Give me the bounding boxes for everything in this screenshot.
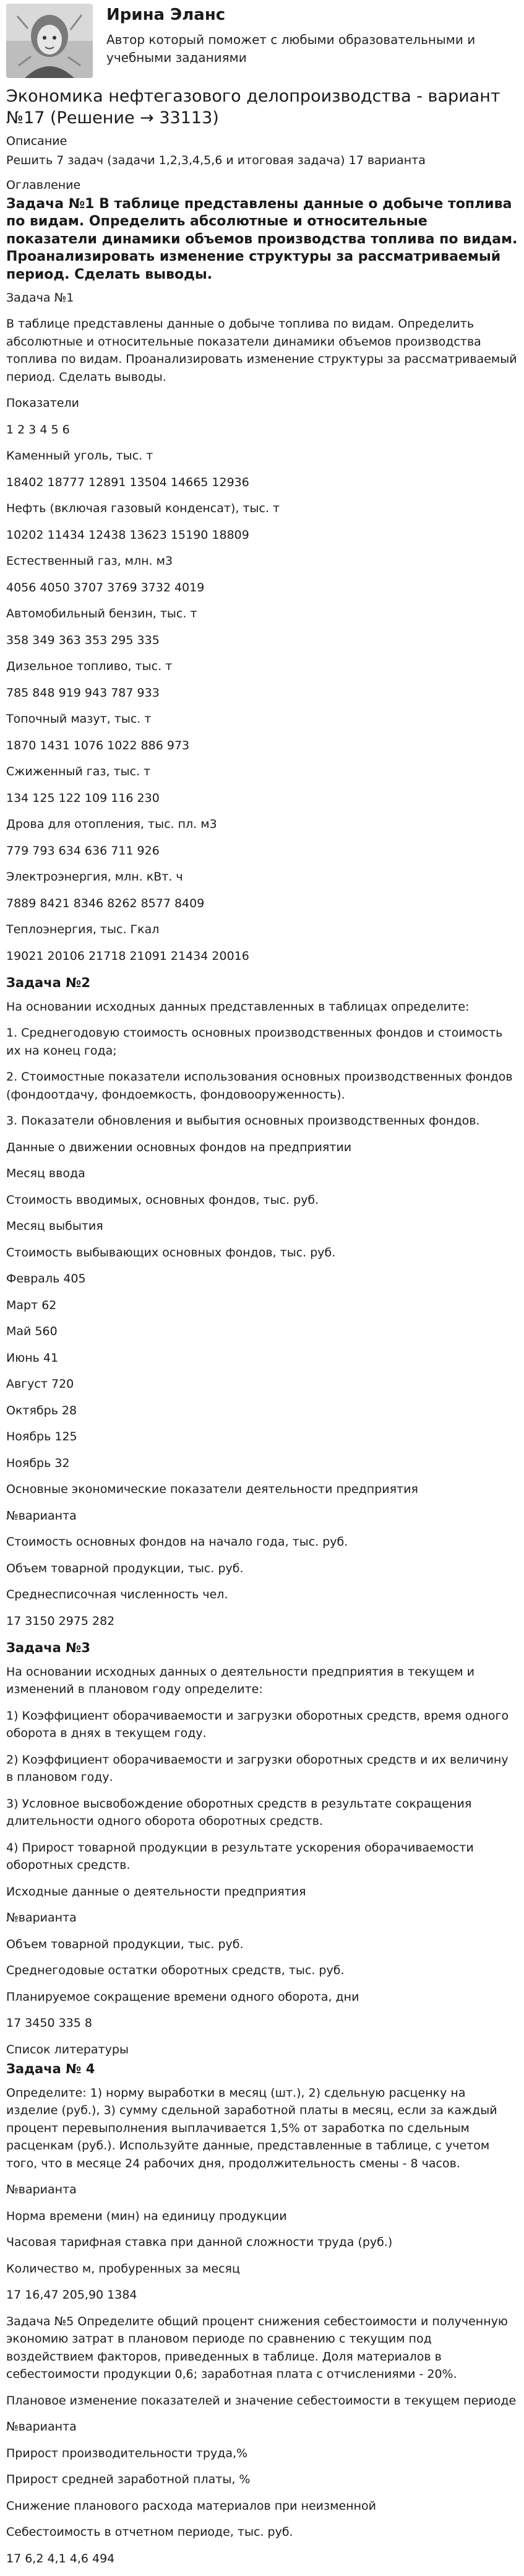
paragraph: Объем товарной продукции, тыс. руб. bbox=[6, 1937, 244, 1951]
paragraph: 358 349 363 353 295 335 bbox=[6, 633, 160, 647]
paragraph: 10202 11434 12438 13623 15190 18809 bbox=[6, 528, 249, 542]
paragraph: №варианта bbox=[6, 2420, 77, 2434]
paragraph: Май 560 bbox=[6, 1325, 58, 1339]
avatar[interactable] bbox=[6, 4, 93, 78]
paragraph: Плановое изменение показателей и значение себестоимости в текущем периоде bbox=[6, 2393, 517, 2408]
author-block bbox=[6, 0, 518, 78]
paragraph: Данные о движении основных фондов на предприятии bbox=[6, 1140, 352, 1154]
paragraph: 779 793 634 636 711 926 bbox=[6, 843, 160, 858]
paragraph: Объем товарной продукции, тыс. руб. bbox=[6, 1561, 244, 1575]
paragraph: В таблице представлены данные о добыче топлива по видам. Определить абсолютные и относительные показатели динамики объемов производства топлива по видам. Проанализировать изменение структуры за рассматриваемый период. Сделать выводы. bbox=[6, 317, 517, 384]
paragraph: Основные экономические показатели деятельности предприятия bbox=[6, 1482, 418, 1497]
paragraph: 19021 20106 21718 21091 21434 20016 bbox=[6, 949, 249, 963]
paragraph: 4056 4050 3707 3769 3732 4019 bbox=[6, 580, 205, 594]
paragraph: На основании исходных данных представленных в таблицах определите: bbox=[6, 999, 470, 1014]
paragraph: Список литературы bbox=[6, 2042, 129, 2056]
paragraph: №варианта bbox=[6, 1911, 77, 1925]
paragraph: 17 3150 2975 282 bbox=[6, 1614, 115, 1628]
paragraph: Март 62 bbox=[6, 1298, 57, 1312]
task1-heading: Задача №1 В таблице представлены данные о добыче топлива по видам. Определить абсолютные и относительные показатели динамики объемов производства топлива по видам. Проанализировать изменение структуры за рассматриваемый период. Сделать выводы. bbox=[6, 196, 518, 283]
task-heading: Задача №2 bbox=[6, 975, 90, 991]
paragraph: 785 848 919 943 787 933 bbox=[6, 685, 160, 700]
paragraph: Сжиженный газ, тыс. т bbox=[6, 765, 151, 779]
paragraph: Ноябрь 125 bbox=[6, 1430, 77, 1444]
paragraph: Февраль 405 bbox=[6, 1272, 86, 1286]
paragraph: №варианта bbox=[6, 2183, 77, 2197]
paragraph: 3. Показатели обновления и выбытия основных производственных фондов. bbox=[6, 1114, 480, 1128]
paragraph: Ноябрь 32 bbox=[6, 1456, 70, 1470]
paragraph: 1870 1431 1076 1022 886 973 bbox=[6, 738, 190, 752]
toc-label: Оглавление bbox=[6, 178, 81, 193]
paragraph: 17 6,2 4,1 4,6 494 bbox=[6, 2551, 115, 2565]
paragraph: 4) Прирост товарной продукции в результате ускорения оборачиваемости оборотных средств. bbox=[6, 1840, 474, 1873]
paragraph: 3) Условное высвобождение оборотных средств в результате сокращения длительности одного оборота оборотных средств. bbox=[6, 1796, 472, 1829]
paragraph: Теплоэнергия, тыс. Гкал bbox=[6, 923, 160, 937]
paragraph: Октябрь 28 bbox=[6, 1403, 77, 1417]
paragraph: На основании исходных данных о деятельности предприятия в текущем и изменений в плановом году определите: bbox=[6, 1664, 475, 1697]
author-name[interactable]: Ирина Эланс bbox=[106, 6, 226, 24]
paragraph: 17 16,47 205,90 1384 bbox=[6, 2288, 137, 2302]
paragraph: Стоимость вводимых, основных фондов, тыс. руб. bbox=[6, 1193, 319, 1207]
paragraph: Планируемое сокращение времени одного оборота, дни bbox=[6, 1990, 359, 2004]
paragraph: Электроэнергия, млн. кВт. ч bbox=[6, 870, 183, 884]
paragraph: Норма времени (мин) на единицу продукции bbox=[6, 2209, 287, 2223]
paragraph: Снижение планового расхода материалов при неизменной bbox=[6, 2499, 376, 2513]
paragraph: 2. Стоимостные показатели использования основных производственных фондов (фондоотдачу, фондоемкость, фондовооруженность). bbox=[6, 1070, 513, 1102]
paragraph: Показатели bbox=[6, 396, 80, 411]
author-description: Автор который поможет с любыми образовательными и учебными заданиями bbox=[106, 32, 476, 65]
description-text: Решить 7 задач (задачи 1,2,3,4,5,6 и итоговая задача) 17 варианта bbox=[6, 153, 426, 167]
paragraph: Автомобильный бензин, тыс. т bbox=[6, 607, 197, 621]
paragraph: Среднесписочная численность чел. bbox=[6, 1588, 228, 1602]
paragraph: Стоимость основных фондов на начало года, тыс. руб. bbox=[6, 1535, 348, 1549]
paragraph: 7889 8421 8346 8262 8577 8409 bbox=[6, 896, 205, 910]
paragraph: Себестоимость в отчетном периоде, тыс. руб. bbox=[6, 2525, 293, 2539]
paragraph: Месяц выбытия bbox=[6, 1219, 103, 1234]
avatar-image bbox=[6, 4, 93, 78]
paragraph: Количество м, пробуренных за месяц bbox=[6, 2261, 240, 2276]
paragraph: Стоимость выбывающих основных фондов, тыс. руб. bbox=[6, 1245, 336, 1260]
paragraph: 1) Коэффициент оборачиваемости и загрузки оборотных средств, время одного оборота в днях в текущем году. bbox=[6, 1708, 509, 1741]
task-heading: Задача №3 bbox=[6, 1640, 90, 1656]
task-heading: Задача № 4 bbox=[6, 2061, 95, 2077]
paragraph: Задача №1 bbox=[6, 290, 74, 305]
description-label: Описание bbox=[6, 134, 67, 149]
paragraph: Нефть (включая газовый конденсат), тыс. т bbox=[6, 502, 280, 516]
paragraph: Естественный газ, млн. м3 bbox=[6, 554, 173, 568]
paragraph: Топочный мазут, тыс. т bbox=[6, 712, 152, 726]
paragraph: 134 125 122 109 116 230 bbox=[6, 791, 160, 805]
paragraph: Месяц ввода bbox=[6, 1167, 85, 1181]
paragraph: 17 3450 335 8 bbox=[6, 2016, 93, 2030]
paragraph: 2) Коэффициент оборачиваемости и загрузки оборотных средств и их величину в плановом году. bbox=[6, 1752, 509, 1785]
paragraph: 1. Среднегодовую стоимость основных производственных фондов и стоимость их на конец года; bbox=[6, 1026, 503, 1058]
paragraph: Август 720 bbox=[6, 1377, 74, 1391]
document-title: Экономика нефтегазового делопроизводства - вариант №17 (Решение → 33113) bbox=[6, 87, 500, 128]
paragraph: Задача №5 Определите общий процент снижения себестоимости и полученную экономию затрат в плановом периоде по сравнению с текущим под воздействием факторов, приведенных в таблице. Доля материалов в себестоимости продукции 0,6; заработная плата с отчислениями - 20%. bbox=[6, 2314, 508, 2382]
document-body bbox=[6, 289, 518, 2568]
paragraph: Часовая тарифная ставка при данной сложности труда (руб.) bbox=[6, 2235, 393, 2250]
paragraph: Дрова для отопления, тыс. пл. м3 bbox=[6, 817, 217, 832]
paragraph: 18402 18777 12891 13504 14665 12936 bbox=[6, 475, 249, 489]
paragraph: 1 2 3 4 5 6 bbox=[6, 422, 70, 437]
paragraph: Дизельное топливо, тыс. т bbox=[6, 659, 173, 674]
paragraph: Прирост средней заработной платы, % bbox=[6, 2473, 251, 2487]
paragraph: №варианта bbox=[6, 1508, 77, 1523]
paragraph: Июнь 41 bbox=[6, 1351, 59, 1365]
paragraph: Определите: 1) норму выработки в месяц (шт.), 2) сдельную расценку на изделие (руб.), 3) сумму сдельной заработной платы в месяц, если за каждый процент перевыполнения выплачивается 1,5% от заработка по сдельным расценкам (руб.). Используйте данные, представленные в таблице, с учетом того, что в месяце 24 рабочих дня, продолжительность смены - 8 часов. bbox=[6, 2086, 497, 2170]
paragraph: Каменный уголь, тыс. т bbox=[6, 449, 153, 463]
paragraph: Прирост производительности труда,% bbox=[6, 2446, 248, 2460]
paragraph: Исходные данные о деятельности предприятия bbox=[6, 1884, 306, 1899]
paragraph: Среднегодовые остатки оборотных средств, тыс. руб. bbox=[6, 1964, 345, 1978]
